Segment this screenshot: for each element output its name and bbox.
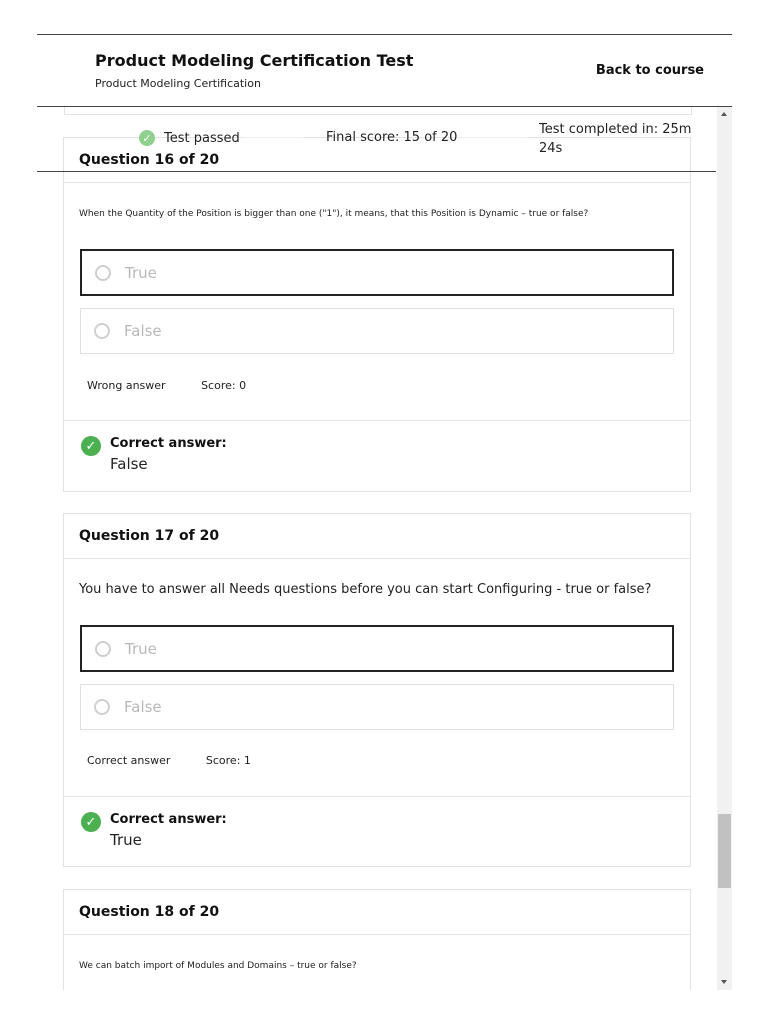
back-to-course-link[interactable]: Back to course: [595, 63, 704, 78]
question-text: We can batch import of Modules and Domains – true or false?: [79, 961, 357, 971]
option-label: False: [124, 698, 162, 716]
option-label: True: [125, 263, 157, 282]
correct-answer-section: [64, 420, 690, 491]
final-score: Final score: 15 of 20: [326, 130, 458, 145]
completion-time: [539, 120, 709, 158]
summary-divider: [243, 137, 303, 138]
summary-divider-line: [37, 171, 716, 172]
answer-option-true[interactable]: [80, 249, 674, 296]
radio-unchecked-icon[interactable]: [95, 641, 111, 657]
answer-option-false[interactable]: [80, 684, 674, 730]
correct-answer-label: Correct answer:: [110, 812, 227, 827]
option-label: True: [125, 639, 157, 658]
completion-time-line1: Test completed in: 25m: [539, 122, 692, 137]
question-card: [63, 513, 691, 867]
radio-unchecked-icon[interactable]: [95, 265, 111, 281]
radio-unchecked-icon[interactable]: [94, 699, 110, 715]
answer-result: [87, 379, 246, 392]
answer-result: [87, 754, 251, 767]
answer-option-false[interactable]: [80, 308, 674, 354]
test-summary-bar: [37, 106, 717, 168]
test-results-page: [37, 34, 732, 990]
answer-option-true[interactable]: [80, 625, 674, 672]
radio-unchecked-icon[interactable]: [94, 323, 110, 339]
summary-card-edge: [64, 106, 692, 115]
scroll-up-arrow-icon[interactable]: [721, 112, 727, 116]
page-title: Product Modeling Certification Test: [95, 51, 414, 70]
check-circle-icon: ✓: [81, 436, 101, 456]
check-circle-icon: ✓: [81, 812, 101, 832]
scrollbar-thumb[interactable]: [718, 814, 731, 888]
question-text: You have to answer all Needs questions before you can start Configuring - true or false?: [79, 582, 652, 597]
result-score: Score: 0: [201, 379, 247, 392]
question-header: Question 18 of 20: [64, 890, 690, 935]
summary-divider: [457, 137, 527, 138]
correct-answer-value: True: [110, 831, 142, 849]
correct-answer-section: [64, 796, 690, 866]
result-status: Correct answer: [87, 754, 171, 767]
test-passed-status: [139, 130, 240, 146]
page-subtitle: Product Modeling Certification: [95, 77, 261, 90]
vertical-scrollbar[interactable]: [717, 106, 732, 990]
scroll-down-arrow-icon[interactable]: [721, 980, 727, 984]
check-circle-icon: ✓: [139, 130, 155, 146]
completion-time-line2: 24s: [539, 141, 563, 156]
question-header: Question 17 of 20: [64, 514, 690, 559]
question-header: Question 16 of 20: [64, 138, 690, 183]
test-passed-label: Test passed: [164, 130, 240, 146]
correct-answer-label: Correct answer:: [110, 436, 227, 451]
page-header: [37, 34, 732, 107]
result-score: Score: 1: [205, 754, 251, 767]
question-card: [63, 137, 691, 492]
result-status: Wrong answer: [87, 379, 166, 392]
question-text: When the Quantity of the Position is bigger than one ("1"), it means, that this Position is Dynamic – true or false?: [79, 209, 589, 219]
option-label: False: [124, 322, 162, 340]
question-card: [63, 889, 691, 990]
correct-answer-value: False: [110, 455, 148, 473]
